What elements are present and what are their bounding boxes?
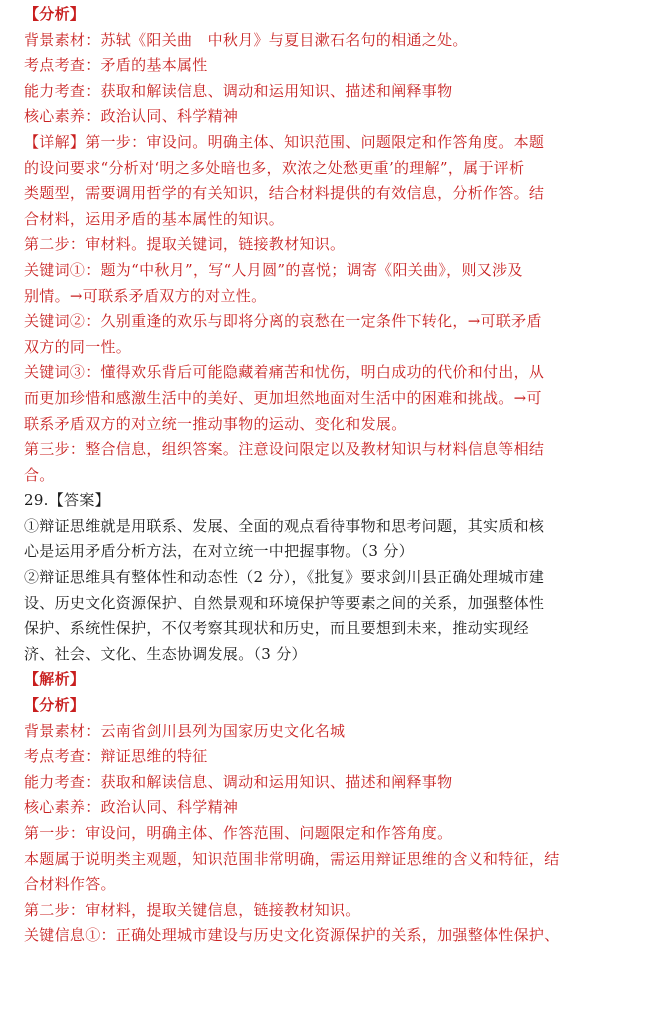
answer-point-one-line: 心是运用矛盾分析方法，在对立统一中把握事物。（3 分）: [24, 542, 414, 561]
core-literacy: 核心素养：政治认同、科学精神: [24, 107, 239, 126]
ability-check-2: 能力考查：获取和解读信息、调动和运用知识、描述和阐释事物: [24, 772, 453, 791]
detailed-explanation-line: 类题型，需要调用哲学的有关知识，结合材料提供的有效信息，分析作答。结: [24, 184, 545, 203]
detailed-explanation-line: 【详解】第一步：审设问。明确主体、知识范围、问题限定和作答角度。本题: [24, 132, 545, 151]
step-three-line: 合。: [24, 465, 55, 484]
background-material: 背景素材：苏轼《阳关曲 中秋月》与夏目漱石名句的相通之处。: [24, 30, 468, 49]
detailed-explanation-line: 合材料，运用矛盾的基本属性的知识。: [24, 209, 285, 228]
ability-check: 能力考查：获取和解读信息、调动和运用知识、描述和阐释事物: [24, 81, 453, 100]
detailed-explanation-line: 的设问要求“分析对‘明之多处暗也多，欢浓之处愁更重’的理解”，属于评析: [24, 158, 525, 177]
answer-point-one-line: ①辩证思维就是用联系、发展、全面的观点看待事物和思考问题，其实质和核: [24, 516, 545, 535]
explanation-heading: 【解析】: [24, 670, 86, 689]
step-one-2: 第一步：审设问，明确主体、作答范围、问题限定和作答角度。: [24, 824, 453, 842]
analysis-heading-2: 【分析】: [24, 696, 86, 715]
key-info-one: 关键信息①：正确处理城市建设与历史文化资源保护的关系，加强整体性保护、: [24, 926, 560, 945]
step-two-2: 第二步：审材料，提取关键信息，链接教材知识。: [24, 900, 361, 919]
background-material-2: 背景素材：云南省剑川县列为国家历史文化名城: [24, 721, 346, 740]
exam-point: 考点考查：矛盾的基本属性: [24, 56, 208, 75]
step-three-line: 第三步：整合信息，组织答案。注意设问限定以及教材知识与材料信息等相结: [24, 440, 545, 459]
answer-point-two-line: 设、历史文化资源保护、自然景观和环境保护等要素之间的关系，加强整体性: [24, 593, 545, 612]
question-type-line: 本题属于说明类主观题，知识范围非常明确，需运用辩证思维的含义和特征，结: [24, 849, 560, 868]
keyword-two-line: 关键词②：久别重逢的欢乐与即将分离的哀愁在一定条件下转化，→可联矛盾: [24, 312, 542, 331]
keyword-one-line: 别情。→可联系矛盾双方的对立性。: [24, 286, 267, 305]
analysis-heading: 【分析】: [24, 5, 86, 23]
document-page: [24, 2, 634, 949]
answer-point-two-line: ②辩证思维具有整体性和动态性（2 分），《批复》要求剑川县正确处理城市建: [24, 568, 545, 587]
keyword-three-line: 关键词③：懂得欢乐背后可能隐藏着痛苦和忧伤，明白成功的代价和付出，从: [24, 363, 545, 382]
step-two: 第二步：审材料。提取关键词，链接教材知识。: [24, 235, 346, 254]
keyword-three-line: 而更加珍惜和感激生活中的美好、更加坦然地面对生活中的困难和挑战。→可: [24, 388, 542, 407]
exam-point-2: 考点考查：辩证思维的特征: [24, 747, 208, 766]
question-type-line: 合材料作答。: [24, 875, 116, 894]
keyword-two-line: 双方的同一性。: [24, 337, 132, 356]
answer-point-two-line: 济、社会、文化、生态协调发展。（3 分）: [24, 644, 307, 663]
keyword-one-line: 关键词①：题为“中秋月”，写“人月圆”的喜悦；调寄《阳关曲》，则又涉及: [24, 260, 523, 279]
keyword-three-line: 联系矛盾双方的对立统一推动事物的运动、变化和发展。: [24, 414, 407, 433]
core-literacy-2: 核心素养：政治认同、科学精神: [24, 798, 239, 817]
answer-point-two-line: 保护、系统性保护，不仅考察其现状和历史，而且要想到未来，推动实现经: [24, 619, 529, 638]
question-29-answer-title: 29.【答案】: [24, 491, 110, 510]
